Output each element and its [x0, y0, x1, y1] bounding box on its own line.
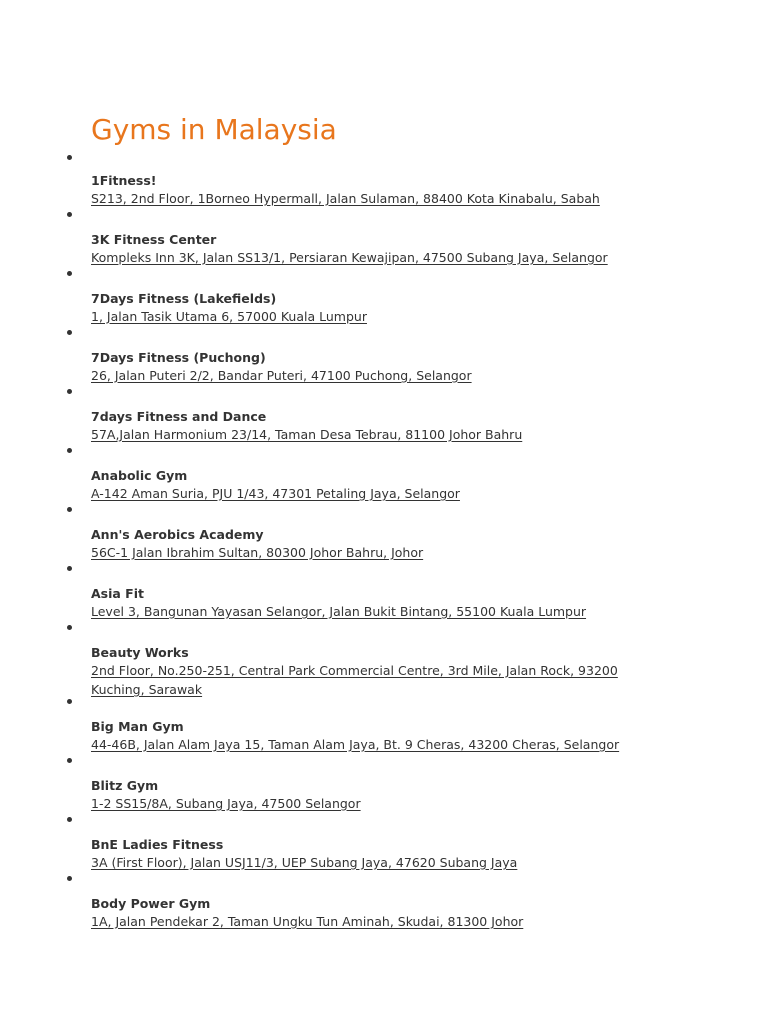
gym-name: 7Days Fitness (Puchong) — [91, 350, 266, 365]
gym-entry — [91, 837, 751, 871]
gym-name: 1Fitness! — [91, 173, 157, 188]
gym-address-link[interactable]: 44-46B, Jalan Alam Jaya 15, Taman Alam Jaya, Bt. 9 Cheras, 43200 Cheras, Selangor — [91, 737, 620, 752]
bullet-icon — [67, 507, 72, 512]
gym-name: Beauty Works — [91, 645, 189, 660]
gym-entry — [91, 232, 751, 266]
gym-entry — [91, 527, 751, 561]
bullet-icon — [67, 876, 72, 881]
gym-address-link[interactable]: 2nd Floor, No.250-251, Central Park Commercial Centre, 3rd Mile, Jalan Rock, 93200 Kuching, Sarawak — [91, 663, 618, 697]
gym-address-link[interactable]: 3A (First Floor), Jalan USJ11/3, UEP Subang Jaya, 47620 Subang Jaya — [91, 855, 518, 870]
gym-entry — [91, 778, 751, 812]
gym-name: Anabolic Gym — [91, 468, 188, 483]
gym-name: 7Days Fitness (Lakefields) — [91, 291, 277, 306]
gym-address-link[interactable]: 57A,Jalan Harmonium 23/14, Taman Desa Tebrau, 81100 Johor Bahru — [91, 427, 523, 442]
gym-address-link[interactable]: 1, Jalan Tasik Utama 6, 57000 Kuala Lumpur — [91, 309, 367, 324]
gym-name: 3K Fitness Center — [91, 232, 217, 247]
gym-address-link[interactable]: S213, 2nd Floor, 1Borneo Hypermall, Jalan Sulaman, 88400 Kota Kinabalu, Sabah — [91, 191, 600, 206]
bullet-icon — [67, 271, 72, 276]
bullet-icon — [67, 330, 72, 335]
page-title: Gyms in Malaysia — [91, 113, 337, 146]
gym-address-link[interactable]: 1-2 SS15/8A, Subang Jaya, 47500 Selangor — [91, 796, 361, 811]
bullet-icon — [67, 625, 72, 630]
gym-address-link[interactable]: 26, Jalan Puteri 2/2, Bandar Puteri, 47100 Puchong, Selangor — [91, 368, 472, 383]
gym-entry — [91, 719, 751, 753]
gym-entry — [91, 409, 751, 443]
bullet-icon — [67, 212, 72, 217]
gym-name: Big Man Gym — [91, 719, 184, 734]
gym-name: Blitz Gym — [91, 778, 159, 793]
bullet-icon — [67, 448, 72, 453]
gym-entry — [91, 350, 751, 384]
bullet-icon — [67, 155, 72, 160]
gym-address-link[interactable]: Level 3, Bangunan Yayasan Selangor, Jalan Bukit Bintang, 55100 Kuala Lumpur — [91, 604, 587, 619]
gym-entry — [91, 173, 751, 207]
gym-address-link[interactable]: 1A, Jalan Pendekar 2, Taman Ungku Tun Aminah, Skudai, 81300 Johor — [91, 914, 524, 929]
gym-address-link[interactable]: 56C-1 Jalan Ibrahim Sultan, 80300 Johor Bahru, Johor — [91, 545, 424, 560]
gym-name: Asia Fit — [91, 586, 144, 601]
gym-name: BnE Ladies Fitness — [91, 837, 224, 852]
bullet-icon — [67, 389, 72, 394]
gym-name: Ann's Aerobics Academy — [91, 527, 264, 542]
bullet-icon — [67, 817, 72, 822]
gym-address-link[interactable]: Kompleks Inn 3K, Jalan SS13/1, Persiaran Kewajipan, 47500 Subang Jaya, Selangor — [91, 250, 608, 265]
gym-entry — [91, 896, 751, 930]
gym-name: Body Power Gym — [91, 896, 211, 911]
bullet-icon — [67, 566, 72, 571]
gym-entry — [91, 468, 751, 502]
bullet-icon — [67, 699, 72, 704]
bullet-icon — [67, 758, 72, 763]
gym-name: 7days Fitness and Dance — [91, 409, 267, 424]
gym-entry — [91, 645, 751, 698]
gym-entry — [91, 291, 751, 325]
gym-address-link[interactable]: A-142 Aman Suria, PJU 1/43, 47301 Petaling Jaya, Selangor — [91, 486, 460, 501]
gym-entry — [91, 586, 751, 620]
